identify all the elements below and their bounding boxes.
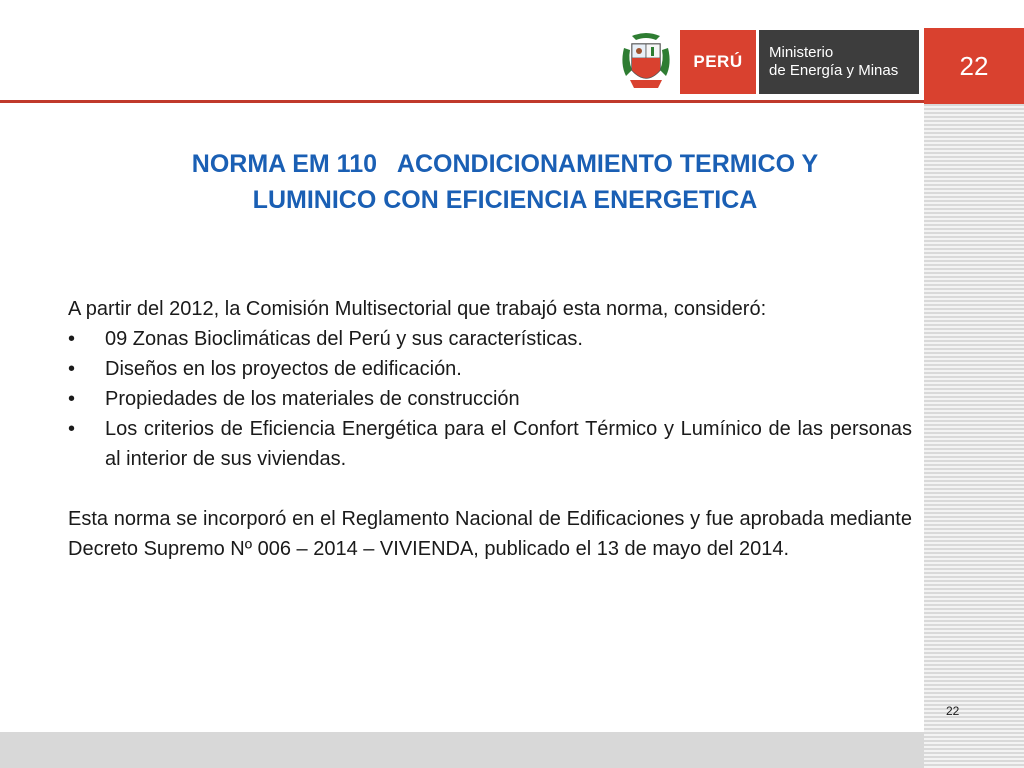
- closing-paragraph: Esta norma se incorporó en el Reglamento Nacional de Edificaciones y fue aprobada mediante Decreto Supremo Nº 006 – 2014 – VIVIENDA, publicado el 13 de mayo del 2014.: [68, 508, 912, 560]
- bullet-list: [68, 324, 912, 474]
- list-item: • Los criterios de Eficiencia Energética para el Confort Térmico y Lumínico de las personas al interior de sus viviendas.: [68, 414, 912, 474]
- slide-title: [100, 146, 910, 218]
- side-striped-band: [924, 88, 1024, 768]
- coat-of-arms-icon: [618, 30, 674, 94]
- ministry-line-2: de Energía y Minas: [769, 62, 899, 79]
- intro-paragraph: A partir del 2012, la Comisión Multisectorial que trabajó esta norma, consideró:: [68, 298, 767, 320]
- ministry-name: [759, 30, 919, 94]
- peru-label: PERÚ: [680, 30, 756, 94]
- title-line-2: LUMINICO CON EFICIENCIA ENERGETICA: [252, 186, 758, 214]
- slide-number-badge: 22: [924, 28, 1024, 104]
- ministry-line-1: Ministerio: [769, 44, 834, 61]
- header-divider: [0, 100, 924, 103]
- bullet-icon: •: [68, 388, 76, 410]
- slide-body: [68, 294, 912, 564]
- list-item: • 09 Zonas Bioclimáticas del Perú y sus características.: [68, 324, 912, 354]
- bullet-icon: •: [68, 418, 76, 440]
- bullet-icon: •: [68, 358, 76, 380]
- title-line-1: NORMA EM 110 ACONDICIONAMIENTO TERMICO Y: [191, 150, 819, 178]
- list-item: • Diseños en los proyectos de edificación.: [68, 354, 912, 384]
- bottom-bar: [0, 732, 924, 768]
- list-item: • Propiedades de los materiales de construcción: [68, 384, 912, 414]
- footer-page-number: 22: [946, 704, 960, 718]
- ministry-logo: [618, 30, 919, 94]
- bullet-icon: •: [68, 328, 76, 350]
